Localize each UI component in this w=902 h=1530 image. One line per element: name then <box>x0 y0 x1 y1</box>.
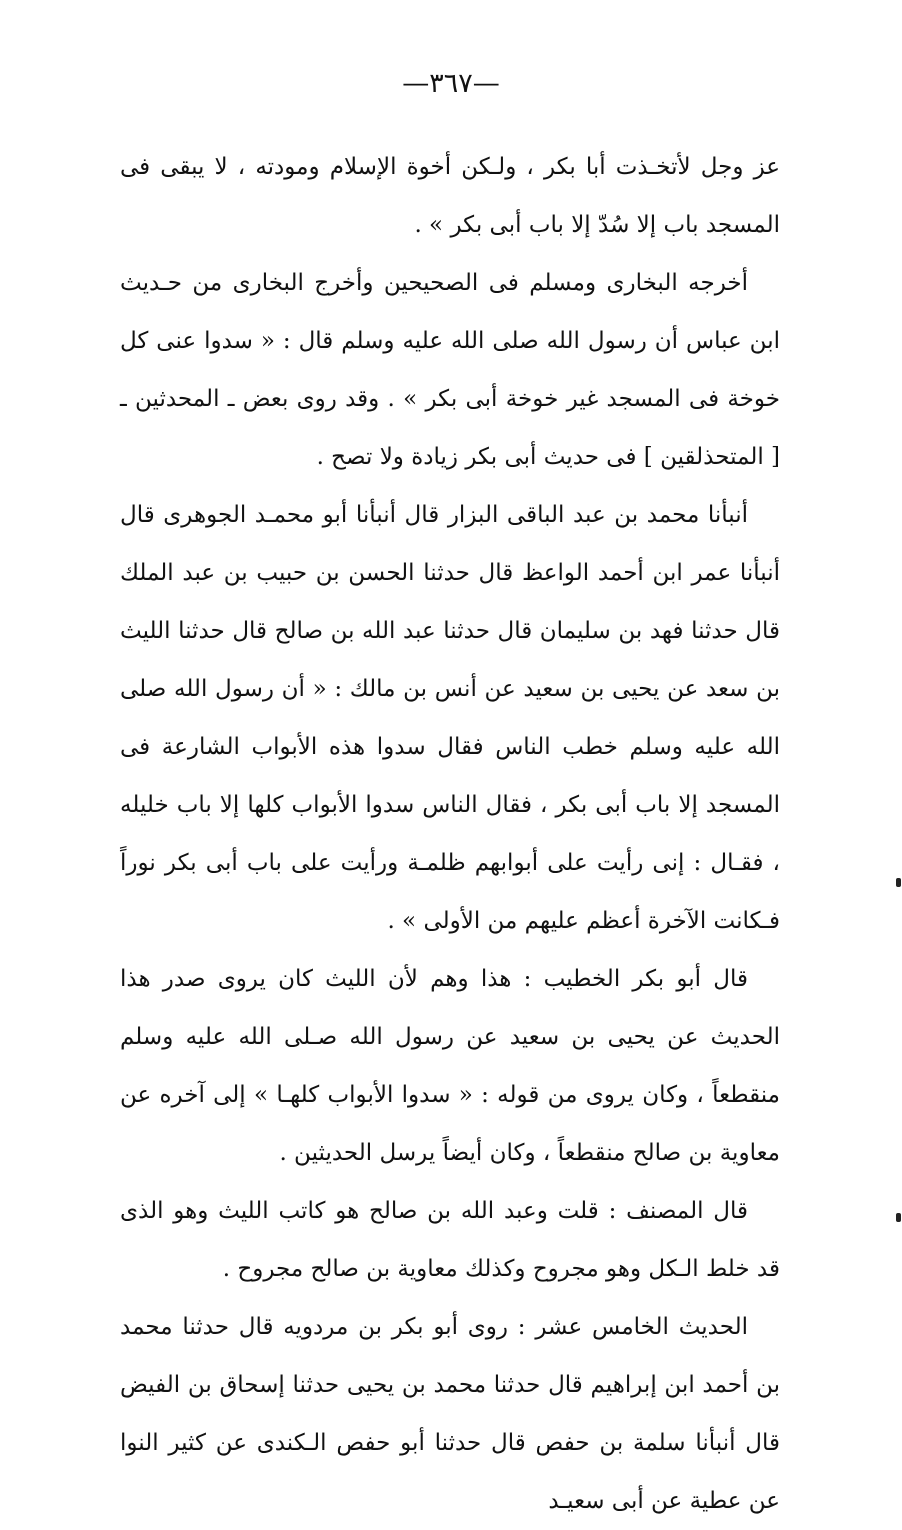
scan-edge-mark <box>896 878 901 887</box>
paragraph-continuation: عز وجل لأتخـذت أبا بكر ، ولـكن أخوة الإسلام ومودته ، لا يبقى فى المسجد باب إلا سُدّ إلا باب أبى بكر » . <box>120 154 780 238</box>
page-body <box>120 138 780 1530</box>
paragraph-author-comment: قال المصنف : قلت وعبد الله بن صالح هو كاتب الليث وهو الذى قد خلط الـكل وهو مجروح وكذلك معاوية بن صالح مجروح . <box>120 1198 780 1282</box>
paragraph-khatib-comment: قال أبو بكر الخطيب : هذا وهم لأن الليث كان يروى صدر هذا الحديث عن يحيى بن سعيد عن رسول الله صـلى الله عليه وسلم منقطعاً ، وكان يروى من قوله : « سدوا الأبواب كلهـا » إلى آخره عن معاوية بن صالح منقطعاً ، وكان أيضاً يرسل الحديثين . <box>120 966 780 1166</box>
paragraph-hadith-fifteen: الحديث الخامس عشر : روى أبو بكر بن مردويه قال حدثنا محمد بن أحمد ابن إبراهيم قال حدثنا محمد بن يحيى حدثنا إسحاق بن الفيض قال أنبأنا سلمة بن حفص قال حدثنا أبو حفص الـكندى عن كثير النوا عن عطية عن أبى سعيـد <box>120 1314 780 1514</box>
page-number: —٣٦٧— <box>402 68 500 99</box>
paragraph-isnad-anas: أنبأنا محمد بن عبد الباقى البزار قال أنبأنا أبو محمـد الجوهرى قال أنبأنا عمر ابن أحمد الواعظ قال حدثنا الحسن بن حبيب بن عبد الملك قال حدثنا فهد بن سليمان قال حدثنا عبد الله بن صالح قال حدثنا الليث بن سعد عن يحيى بن سعيد عن أنس بن مالك : « أن رسول الله صلى الله عليه وسلم خطب الناس فقال سدوا هذه الأبواب الشارعة فى المسجد إلا باب أبى بكر ، فقال الناس سدوا الأبواب كلها إلا باب خليله ، فقـال : إنى رأيت على أبوابهم ظلمـة ورأيت على باب أبى بكر نوراً فـكانت الآخرة أعظم عليهم من الأولى » . <box>120 502 780 934</box>
scan-edge-mark <box>896 1213 901 1222</box>
paragraph-bukhari-muslim: أخرجه البخارى ومسلم فى الصحيحين وأخرج البخارى من حـديث ابن عباس أن رسول الله صلى الله عليه وسلم قال : « سدوا عنى كل خوخة فى المسجد غير خوخة أبى بكر » . وقد روى بعض ـ المحدثين ـ [ المتحذلقين ] فى حديث أبى بكر زيادة ولا تصح . <box>120 270 780 470</box>
